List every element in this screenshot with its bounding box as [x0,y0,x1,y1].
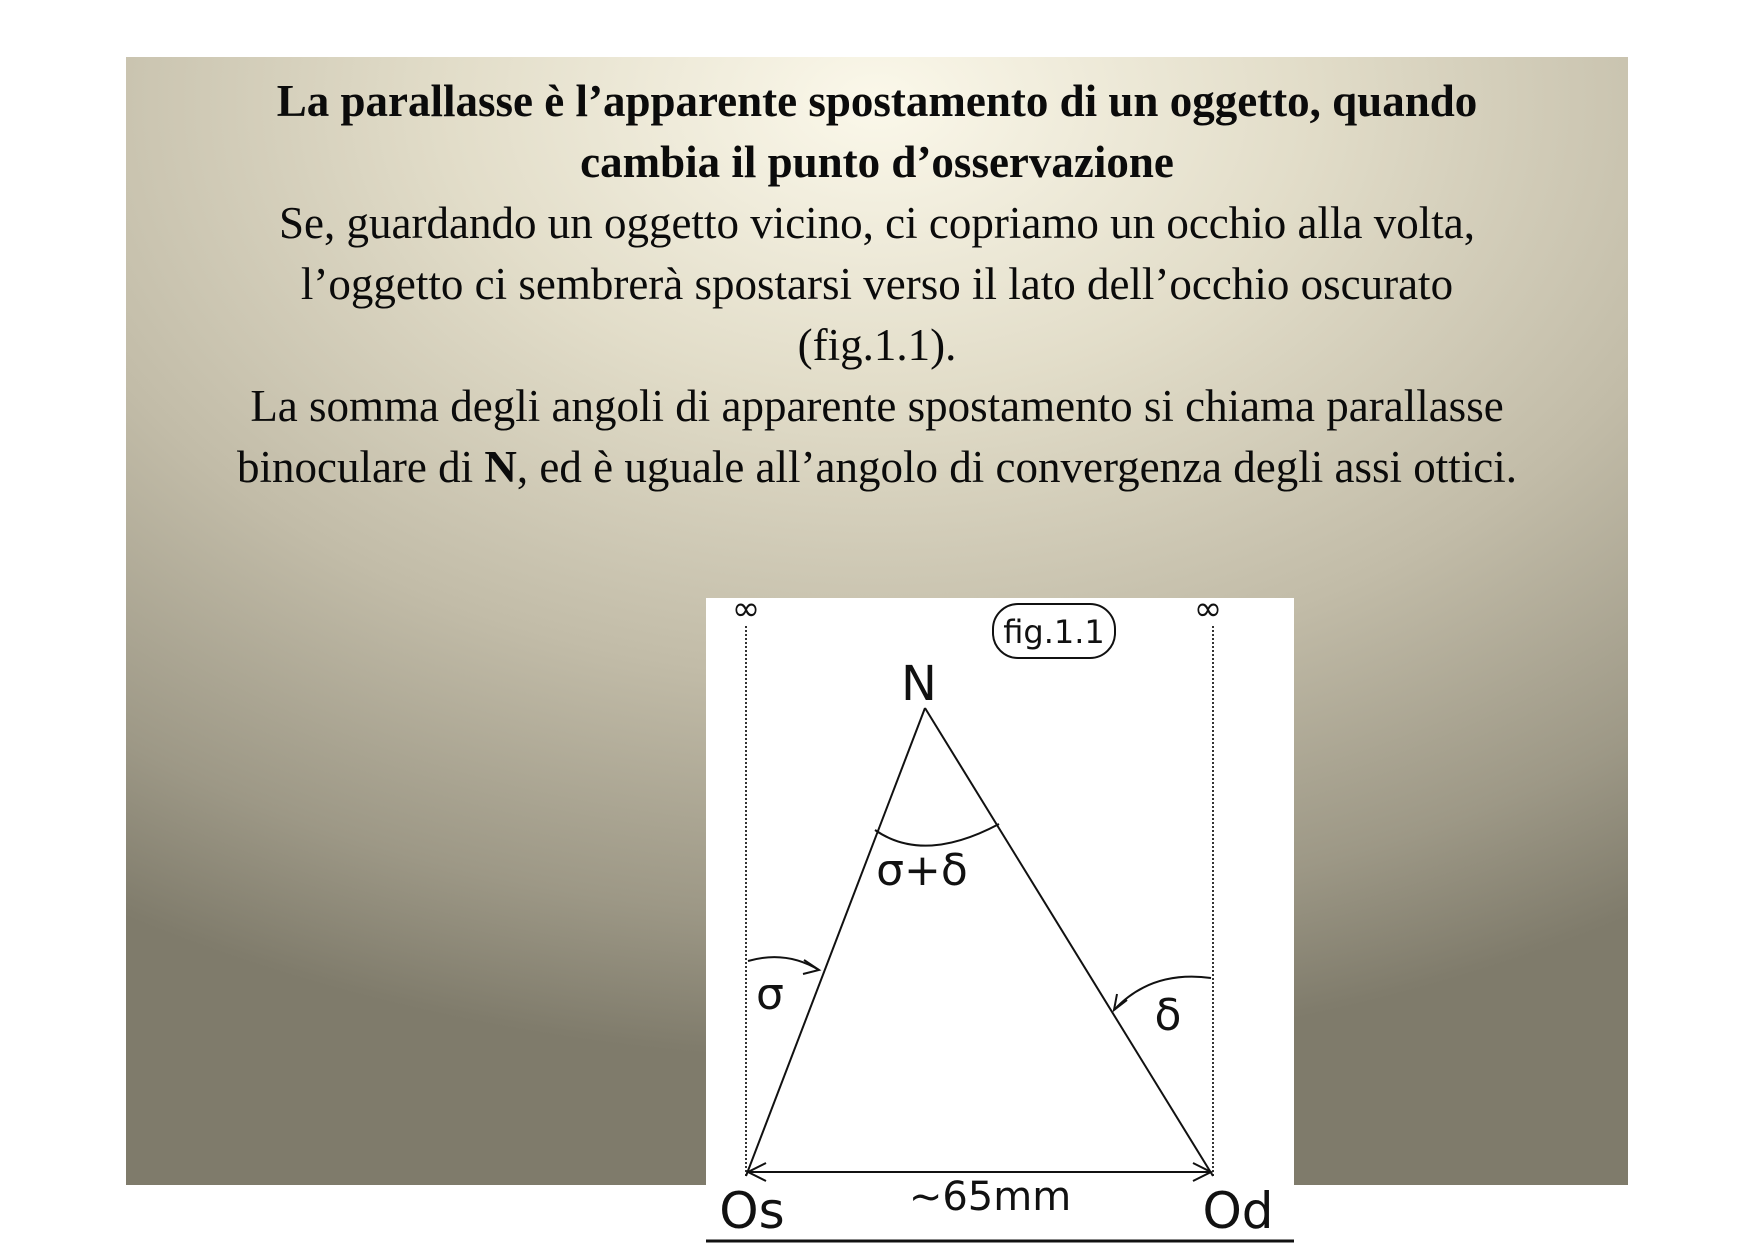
heading-line: cambia il punto d’osservazione [580,137,1174,187]
point-n-reference: N [484,442,517,492]
arrowhead-sigma [803,960,819,974]
slide-text [126,71,1628,498]
right-eye-label: Od [1202,1182,1274,1240]
paragraph-line: Se, guardando un oggetto vicino, ci copriamo un occhio alla volta, [279,198,1475,248]
angle-arc-n [875,824,999,846]
parallax-figure [706,598,1294,1243]
paragraph-line: (fig.1.1). [797,320,957,370]
fig-label: fig.1.1 [1003,613,1105,651]
paragraph-line: l’oggetto ci sembrerà spostarsi verso il lato dell’occhio oscurato [300,259,1454,309]
paragraph-1 [126,193,1628,376]
paragraph-line [126,437,1628,498]
slide-background [126,57,1628,1240]
paragraph-line: La somma degli angoli di apparente spostamento si chiama parallasse [250,381,1504,431]
right-sight-line [925,708,1213,1176]
infinity-right: ∞ [1193,598,1223,629]
point-n-label: N [901,656,937,712]
parallax-diagram [706,598,1294,1243]
angle-sigma-label: σ [756,969,784,1020]
angle-delta-label: δ [1154,990,1182,1041]
left-eye-label: Os [719,1182,785,1240]
heading [126,71,1628,193]
left-sight-line [746,708,925,1176]
paragraph-text: binoculare di [236,442,485,492]
paragraph-2 [126,376,1628,498]
heading-line: La parallasse è l’apparente spostamento di un oggetto, quando [276,76,1478,126]
arrowhead-delta [1114,994,1127,1010]
infinity-left: ∞ [731,598,761,629]
distance-label: ~65mm [908,1174,1072,1220]
angle-sum-label: σ+δ [876,845,968,896]
paragraph-text: , ed è uguale all’angolo di convergenza degli assi ottici. [516,442,1517,492]
